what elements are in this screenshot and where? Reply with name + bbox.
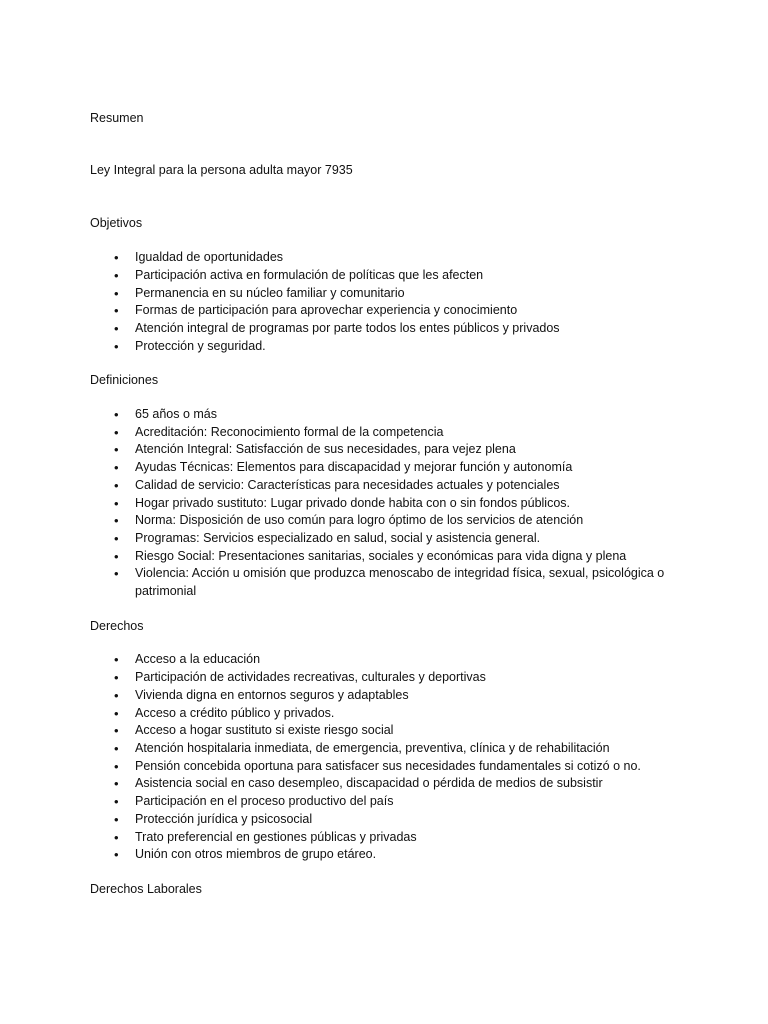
list-item: • Calidad de servicio: Características para necesidades actuales y potenciales (90, 477, 700, 495)
list-item: • Pensión concebida oportuna para satisfacer sus necesidades fundamentales si cotizó o no. (90, 758, 700, 776)
list-item: • Asistencia social en caso desempleo, discapacidad o pérdida de medios de subsistir (90, 775, 700, 793)
list-item: • Vivienda digna en entornos seguros y adaptables (90, 687, 700, 705)
list-item: • Riesgo Social: Presentaciones sanitarias, sociales y económicas para vida digna y plena (90, 548, 700, 566)
list-item: • Igualdad de oportunidades (90, 249, 700, 267)
list-item: • Unión con otros miembros de grupo etáreo. (90, 846, 700, 864)
section-heading-derechos: Derechos (90, 618, 144, 633)
list-item: • Norma: Disposición de uso común para logro óptimo de los servicios de atención (90, 512, 700, 530)
list-item: • Hogar privado sustituto: Lugar privado donde habita con o sin fondos públicos. (90, 495, 700, 513)
list-item: • Acceso a hogar sustituto si existe riesgo social (90, 722, 700, 740)
document-title: Resumen (90, 111, 144, 125)
list-item: • Formas de participación para aprovechar experiencia y conocimiento (90, 302, 700, 320)
list-item: • 65 años o más (90, 406, 700, 424)
list-item: • Programas: Servicios especializado en salud, social y asistencia general. (90, 530, 700, 548)
derechos-list (90, 651, 700, 863)
definiciones-list (90, 406, 700, 601)
list-item: • Atención Integral: Satisfacción de sus necesidades, para vejez plena (90, 441, 700, 459)
list-item: • Violencia: Acción u omisión que produzca menoscabo de integridad física, sexual, psicológica o patrimonial (90, 565, 700, 600)
list-item: • Acceso a la educación (90, 651, 700, 669)
list-item: • Protección y seguridad. (90, 338, 700, 356)
law-name: Ley Integral para la persona adulta mayor 7935 (90, 162, 353, 177)
list-item: • Protección jurídica y psicosocial (90, 811, 700, 829)
list-item: • Acceso a crédito público y privados. (90, 705, 700, 723)
section-heading-derechos-laborales: Derechos Laborales (90, 881, 202, 896)
list-item: • Atención hospitalaria inmediata, de emergencia, preventiva, clínica y de rehabilitación (90, 740, 700, 758)
document-body (90, 110, 700, 899)
list-item: • Acreditación: Reconocimiento formal de la competencia (90, 424, 700, 442)
list-item: • Trato preferencial en gestiones públicas y privadas (90, 829, 700, 847)
list-item: • Permanencia en su núcleo familiar y comunitario (90, 285, 700, 303)
list-item: • Participación en el proceso productivo del país (90, 793, 700, 811)
list-item: • Atención integral de programas por parte todos los entes públicos y privados (90, 320, 700, 338)
section-heading-definiciones: Definiciones (90, 373, 159, 388)
section-heading-objetivos: Objetivos (90, 216, 143, 231)
objetivos-list (90, 249, 700, 355)
list-item: • Ayudas Técnicas: Elementos para discapacidad y mejorar función y autonomía (90, 459, 700, 477)
list-item: • Participación de actividades recreativas, culturales y deportivas (90, 669, 700, 687)
list-item: • Participación activa en formulación de políticas que les afecten (90, 267, 700, 285)
